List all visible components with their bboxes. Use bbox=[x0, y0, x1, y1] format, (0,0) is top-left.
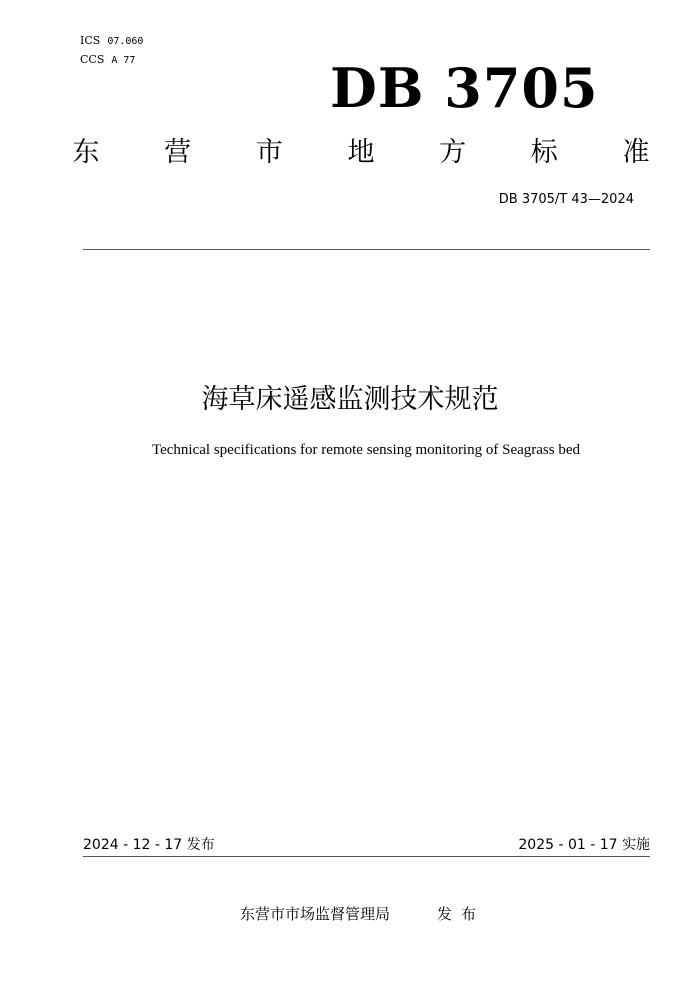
ccs-classification bbox=[80, 53, 135, 67]
document-title-chinese: 海草床遥感监测技术规范 bbox=[201, 384, 499, 415]
ccs-label: CCS bbox=[80, 53, 105, 66]
standard-level-char: 准 bbox=[622, 137, 650, 168]
standard-level-char: 营 bbox=[164, 137, 192, 168]
standard-level-char: 地 bbox=[347, 137, 375, 168]
implementation-date: 2025 - 01 - 17 实施 bbox=[518, 837, 650, 853]
header-divider bbox=[83, 249, 650, 250]
standard-level bbox=[66, 133, 656, 173]
ics-classification bbox=[80, 34, 143, 48]
publish-action: 发布 bbox=[437, 905, 486, 923]
footer-divider bbox=[83, 856, 650, 857]
standard-code: DB 3705 bbox=[330, 56, 599, 120]
ics-code: 07.060 bbox=[107, 36, 144, 47]
publisher-name: 东营市市场监督管理局 bbox=[240, 905, 391, 923]
issue-date: 2024 - 12 - 17 发布 bbox=[83, 837, 215, 853]
standard-level-char: 标 bbox=[530, 137, 558, 168]
standard-number: DB 3705/T 43—2024 bbox=[498, 192, 634, 207]
standard-level-char: 方 bbox=[439, 137, 467, 168]
ccs-code: A 77 bbox=[111, 55, 136, 66]
standard-level-char: 东 bbox=[72, 137, 100, 168]
ics-label: ICS bbox=[80, 34, 101, 47]
standard-level-char: 市 bbox=[255, 137, 283, 168]
document-title-english: Technical specifications for remote sensing monitoring of Seagrass bed bbox=[152, 442, 580, 458]
